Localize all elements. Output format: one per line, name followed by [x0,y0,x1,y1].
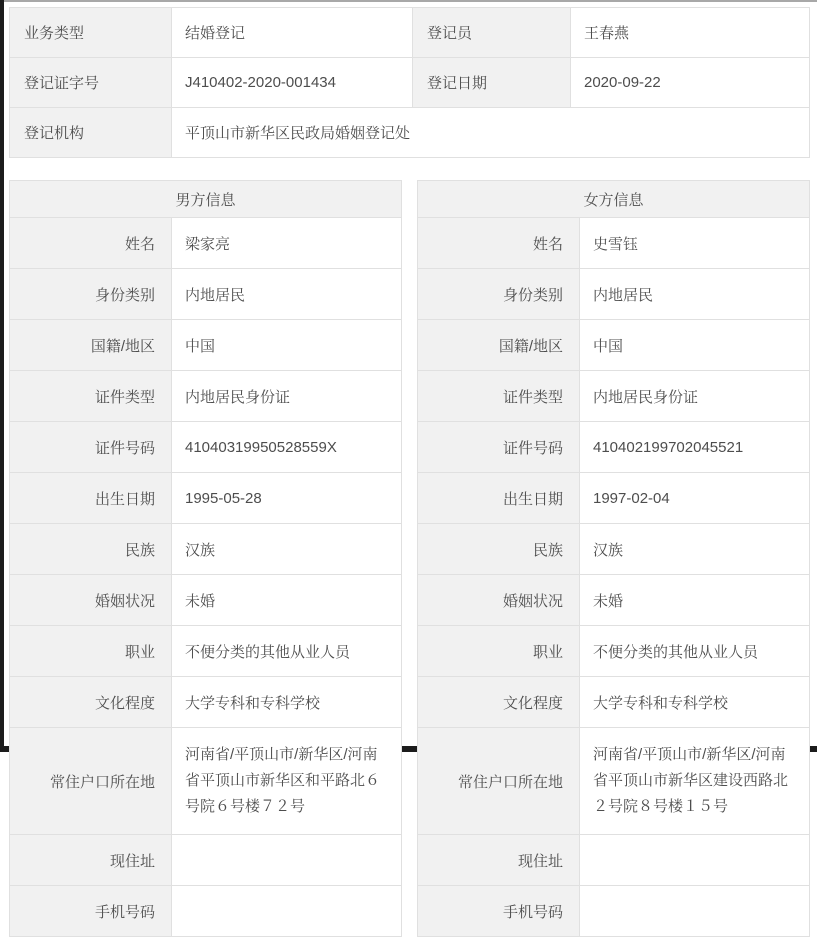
female-education-level-value: 大学专科和专科学校 [580,677,810,728]
male-birth-date-value: 1995-05-28 [172,473,402,524]
table-row [10,8,810,58]
registrar-label: 登记员 [413,8,571,58]
registration-office-value: 平顶山市新华区民政局婚姻登记处 [172,108,810,158]
screen-top-edge [0,0,817,2]
female-name-value: 史雪钰 [580,218,810,269]
male-mobile-number-label: 手机号码 [10,886,172,937]
table-row [10,218,402,269]
table-row [10,269,402,320]
male-nationality-region-label: 国籍/地区 [10,320,172,371]
table-row [10,108,810,158]
male-marital-status-value: 未婚 [172,575,402,626]
female-birth-date-value: 1997-02-04 [580,473,810,524]
female-household-registration-address-value: 河南省/平顶山市/新华区/河南省平顶山市新华区建设西路北２号院８号楼１５号 [580,728,810,835]
male-name-label: 姓名 [10,218,172,269]
male-identity-category-value: 内地居民 [172,269,402,320]
male-info-panel [9,180,402,937]
table-row [10,835,402,886]
table-row [418,524,810,575]
table-row [10,886,402,937]
female-nationality-region-label: 国籍/地区 [418,320,580,371]
table-row [418,886,810,937]
female-marital-status-value: 未婚 [580,575,810,626]
female-nationality-region-value: 中国 [580,320,810,371]
female-id-number-label: 证件号码 [418,422,580,473]
table-row [418,835,810,886]
male-household-registration-address-label: 常住户口所在地 [10,728,172,835]
registrar-value: 王春燕 [571,8,810,58]
female-occupation-label: 职业 [418,626,580,677]
table-row [418,218,810,269]
table-row [418,728,810,835]
record-view [9,7,810,937]
male-current-address-value [172,835,402,886]
male-occupation-value: 不便分类的其他从业人员 [172,626,402,677]
male-id-type-value: 内地居民身份证 [172,371,402,422]
female-identity-category-value: 内地居民 [580,269,810,320]
registration-date-label: 登记日期 [413,58,571,108]
female-household-registration-address-label: 常住户口所在地 [418,728,580,835]
table-row [418,575,810,626]
female-info-panel [417,180,810,937]
registration-office-label: 登记机构 [10,108,172,158]
female-marital-status-label: 婚姻状况 [418,575,580,626]
male-current-address-label: 现住址 [10,835,172,886]
female-current-address-value [580,835,810,886]
male-id-number-value: 41040319950528559X [172,422,402,473]
table-row [418,473,810,524]
female-identity-category-label: 身份类别 [418,269,580,320]
business-type-value: 结婚登记 [172,8,413,58]
certificate-number-value: J410402-2020-001434 [172,58,413,108]
male-education-level-value: 大学专科和专科学校 [172,677,402,728]
certificate-number-label: 登记证字号 [10,58,172,108]
table-row [10,524,402,575]
male-marital-status-label: 婚姻状况 [10,575,172,626]
table-row [418,269,810,320]
table-row [10,320,402,371]
table-row [10,422,402,473]
male-identity-category-label: 身份类别 [10,269,172,320]
male-info-title: 男方信息 [10,181,402,218]
table-row [10,575,402,626]
female-info-title: 女方信息 [418,181,810,218]
table-row [10,473,402,524]
table-row [418,320,810,371]
male-id-type-label: 证件类型 [10,371,172,422]
female-current-address-label: 现住址 [418,835,580,886]
male-education-level-label: 文化程度 [10,677,172,728]
female-id-type-value: 内地居民身份证 [580,371,810,422]
table-row [418,181,810,218]
female-occupation-value: 不便分类的其他从业人员 [580,626,810,677]
registration-date-value: 2020-09-22 [571,58,810,108]
table-row [418,677,810,728]
table-row [418,626,810,677]
registration-summary-table [9,7,810,158]
female-education-level-label: 文化程度 [418,677,580,728]
table-row [418,371,810,422]
female-ethnicity-value: 汉族 [580,524,810,575]
male-name-value: 梁家亮 [172,218,402,269]
male-birth-date-label: 出生日期 [10,473,172,524]
female-mobile-number-label: 手机号码 [418,886,580,937]
table-row [418,422,810,473]
male-occupation-label: 职业 [10,626,172,677]
male-ethnicity-value: 汉族 [172,524,402,575]
female-mobile-number-value [580,886,810,937]
female-id-type-label: 证件类型 [418,371,580,422]
business-type-label: 业务类型 [10,8,172,58]
table-row [10,626,402,677]
male-ethnicity-label: 民族 [10,524,172,575]
female-birth-date-label: 出生日期 [418,473,580,524]
male-mobile-number-value [172,886,402,937]
screen-left-edge [0,0,4,752]
female-id-number-value: 410402199702045521 [580,422,810,473]
table-row [10,181,402,218]
male-nationality-region-value: 中国 [172,320,402,371]
male-id-number-label: 证件号码 [10,422,172,473]
male-household-registration-address-value: 河南省/平顶山市/新华区/河南省平顶山市新华区和平路北６号院６号楼７２号 [172,728,402,835]
female-ethnicity-label: 民族 [418,524,580,575]
table-row [10,371,402,422]
female-name-label: 姓名 [418,218,580,269]
person-panels [9,180,810,937]
table-row [10,677,402,728]
table-row [10,58,810,108]
table-row [10,728,402,835]
